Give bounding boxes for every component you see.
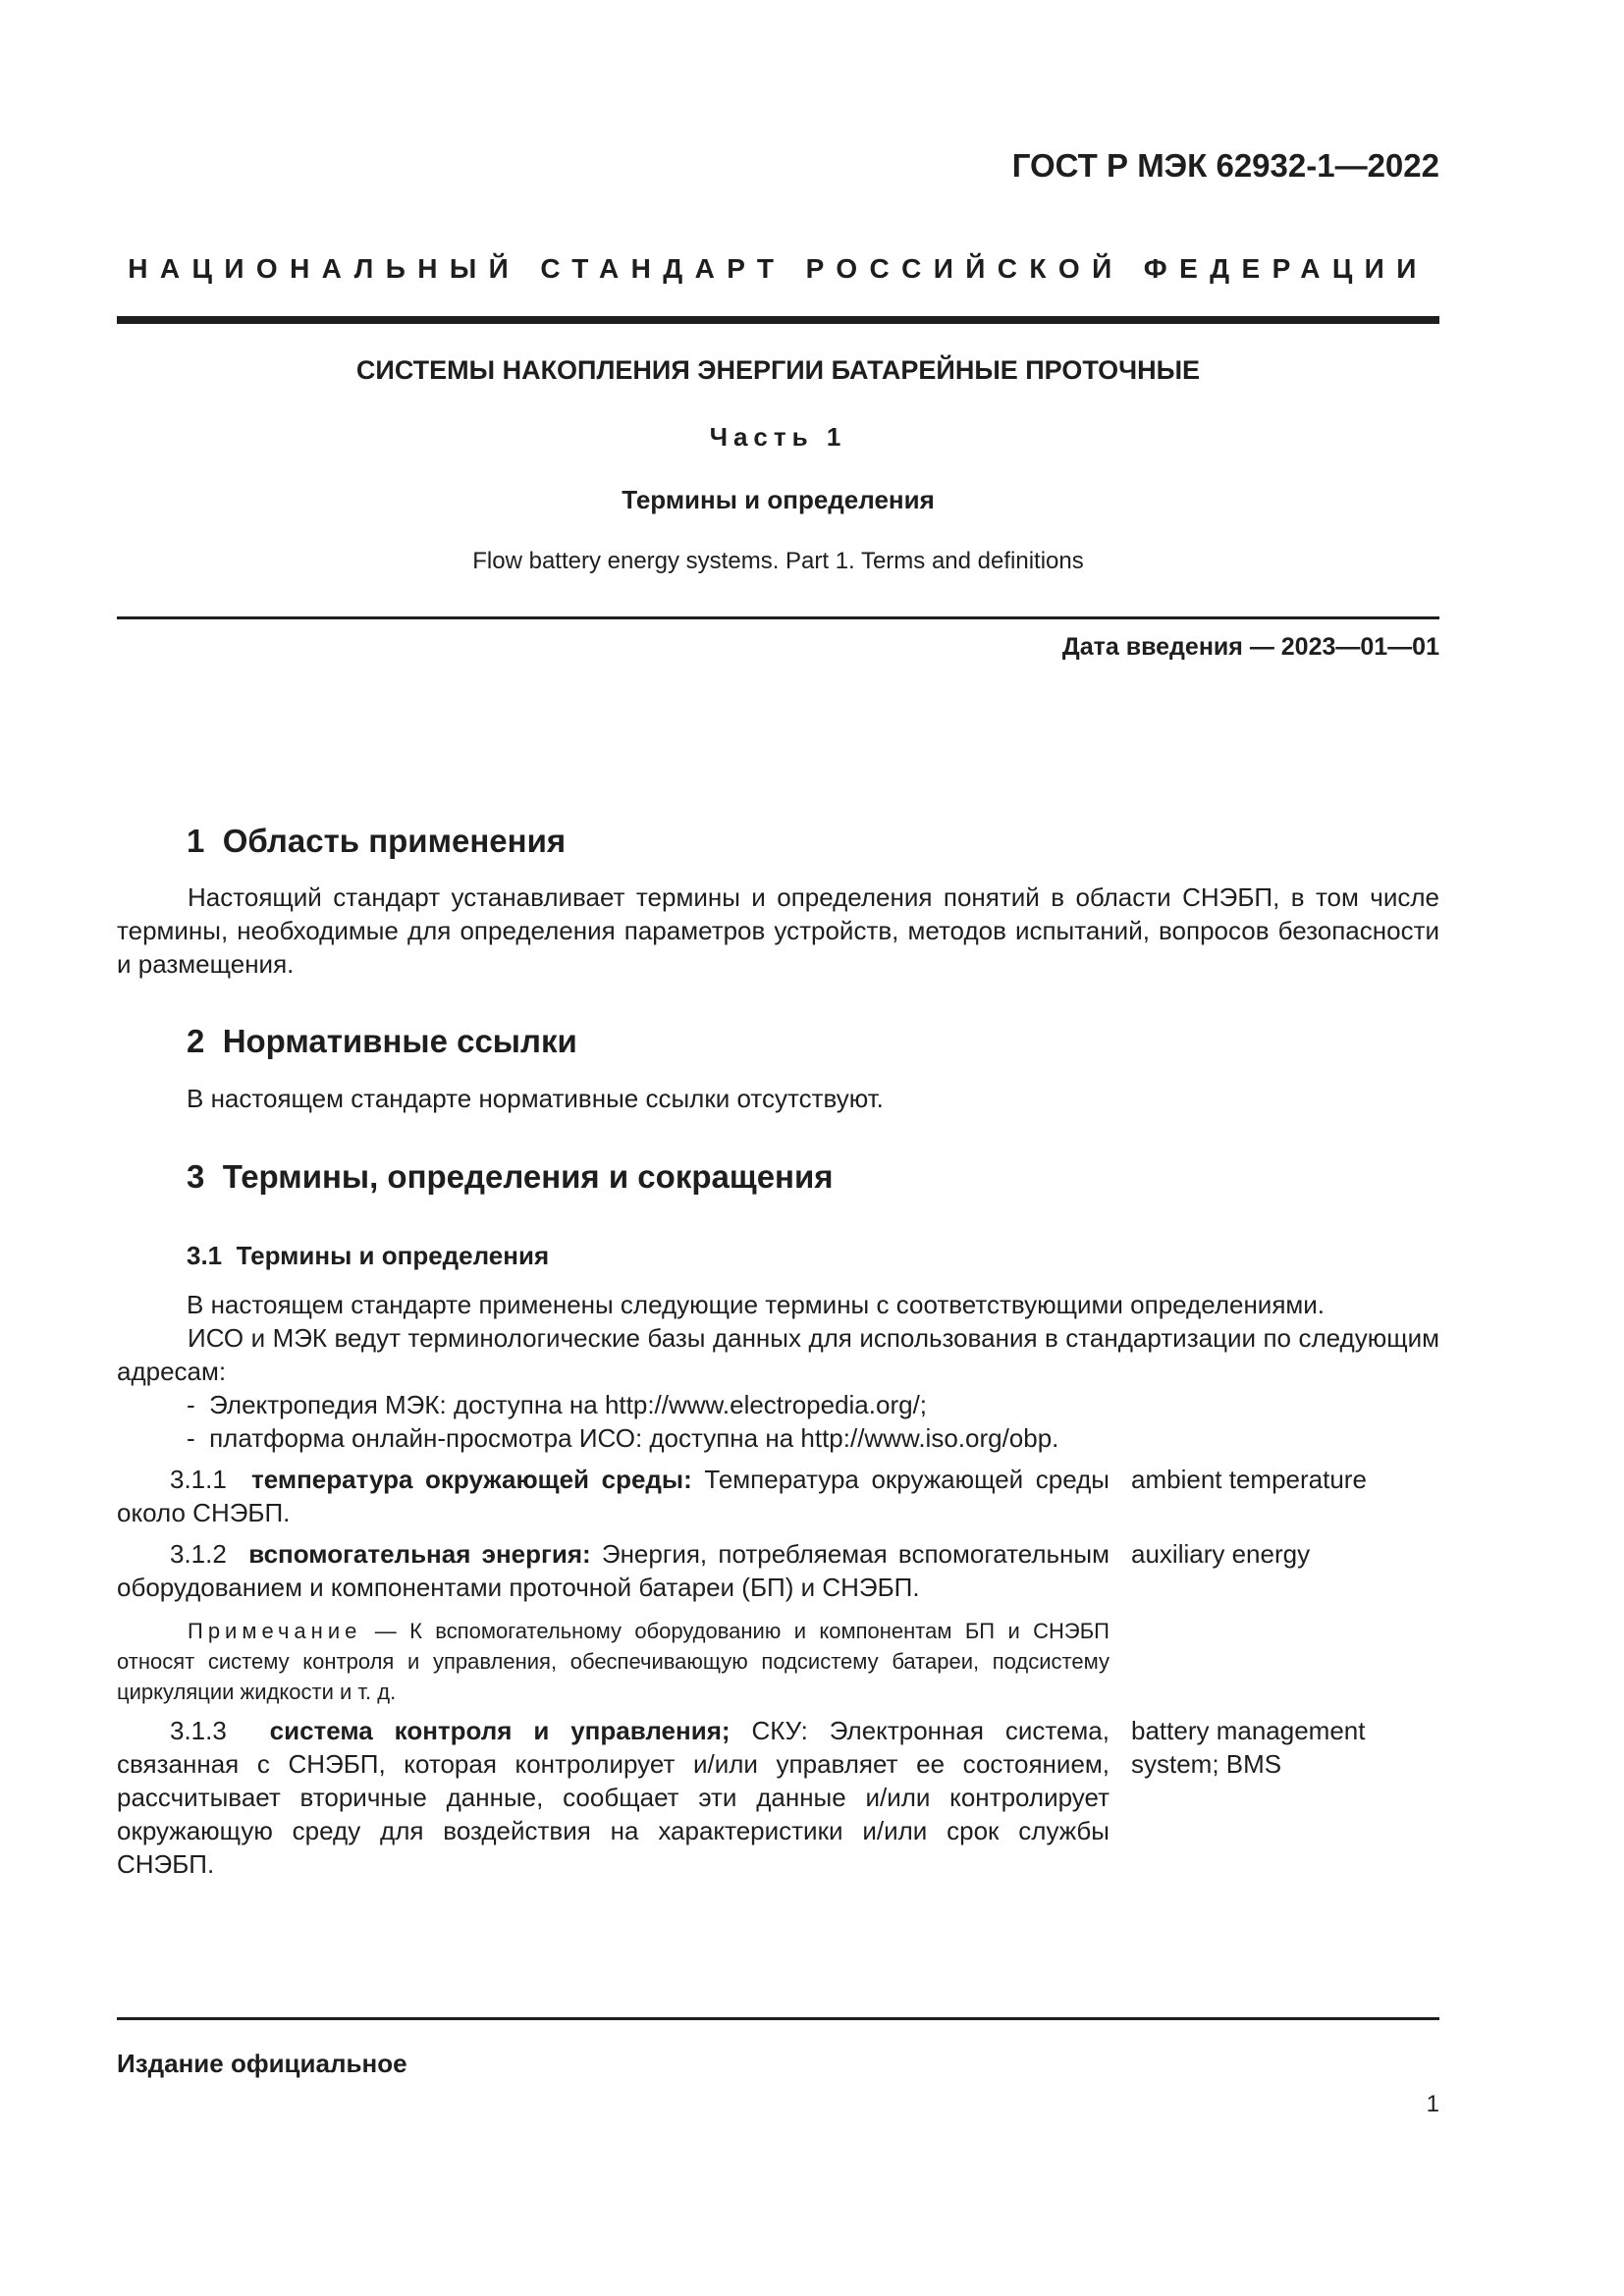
note-text: — К вспомогательному оборудованию и компонентам БП и СНЭБП относят систему контроля и управления, обеспечивающую подсистему батареи, подсистему циркуляции жидкости и т. д. <box>117 1619 1110 1704</box>
section-3-1-heading: 3.1 Термины и определения <box>187 1241 550 1270</box>
term-number: 3.1.3 <box>170 1716 227 1745</box>
top-thick-rule <box>117 316 1439 324</box>
national-banner: НАЦИОНАЛЬНЫЙ СТАНДАРТ РОССИЙСКОЙ ФЕДЕРАЦИИ <box>128 253 1429 284</box>
standard-code: ГОСТ Р МЭК 62932-1—2022 <box>1011 147 1439 184</box>
document-title: СИСТЕМЫ НАКОПЛЕНИЯ ЭНЕРГИИ БАТАРЕЙНЫЕ ПРОТОЧНЫЕ <box>355 355 1201 385</box>
term-entry <box>117 1537 1110 1604</box>
term-english: auxiliary energy <box>1131 1539 1311 1569</box>
section-2-text: В настоящем стандарте нормативные ссылки отсутствуют. <box>187 1084 884 1113</box>
part-label: Часть 1 <box>709 422 847 452</box>
section-2-heading: 2 Нормативные ссылки <box>187 1023 577 1059</box>
section-3-para-1: В настоящем стандарте применены следующие термины с соответствующими определениями. <box>187 1290 1326 1319</box>
footer-rule <box>117 2017 1439 2020</box>
section-3-para-2: ИСО и МЭК ведут терминологические базы данных для использования в стандартизации по следующим адресам: <box>117 1323 1439 1386</box>
section-3-list-item: - платформа онлайн-просмотра ИСО: доступна на http://www.iso.org/obp. <box>187 1423 1059 1453</box>
term-number: 3.1.2 <box>170 1539 227 1569</box>
edition-label: Издание официальное <box>117 2049 407 2078</box>
term-name: система контроля и управления; <box>269 1716 731 1745</box>
section-1-heading: 1 Область применения <box>187 823 567 859</box>
section-1-text: Настоящий стандарт устанавливает термины и определения понятий в области СНЭБП, в том числе термины, необходимые для определения параметров устройств, методов испытаний, вопросов безопасности и размещения. <box>117 882 1439 979</box>
term-note <box>117 1616 1110 1707</box>
term-english: battery management system; BMS <box>1131 1716 1366 1779</box>
term-definition: Энергия, потребляемая вспомогательным оборудованием и компонентами проточной батареи (БП) и СНЭБП. <box>117 1539 1110 1602</box>
term-definition: СКУ: Электронная система, связанная с СНЭБП, которая контролирует и/или управляет ее состоянием, рассчитывает вторичные данные, сообщает эти данные и/или контролирует окружающую среду для воздействия на характеристики и/или срок службы СНЭБП. <box>117 1716 1110 1879</box>
document-subtitle: Термины и определения <box>622 485 935 514</box>
term-english: ambient temperature <box>1131 1465 1367 1494</box>
section-3-list-item: - Электропедия МЭК: доступна на http://www.electropedia.org/; <box>187 1390 928 1419</box>
section-3-heading: 3 Термины, определения и сокращения <box>187 1158 834 1195</box>
page-number: 1 <box>1426 2091 1439 2117</box>
term-name: вспомогательная энергия: <box>248 1539 591 1569</box>
term-definition: Температура окружающей среды около СНЭБП. <box>117 1465 1110 1527</box>
english-title: Flow battery energy systems. Part 1. Terms and definitions <box>472 548 1084 574</box>
term-number: 3.1.1 <box>170 1465 227 1494</box>
intro-date: Дата введения — 2023—01—01 <box>1061 633 1439 661</box>
term-name: температура окружающей среды: <box>251 1465 692 1494</box>
title-rule <box>117 616 1439 619</box>
term-entry <box>117 1463 1110 1529</box>
term-entry <box>117 1714 1110 1881</box>
note-label: Примечание <box>188 1619 362 1643</box>
